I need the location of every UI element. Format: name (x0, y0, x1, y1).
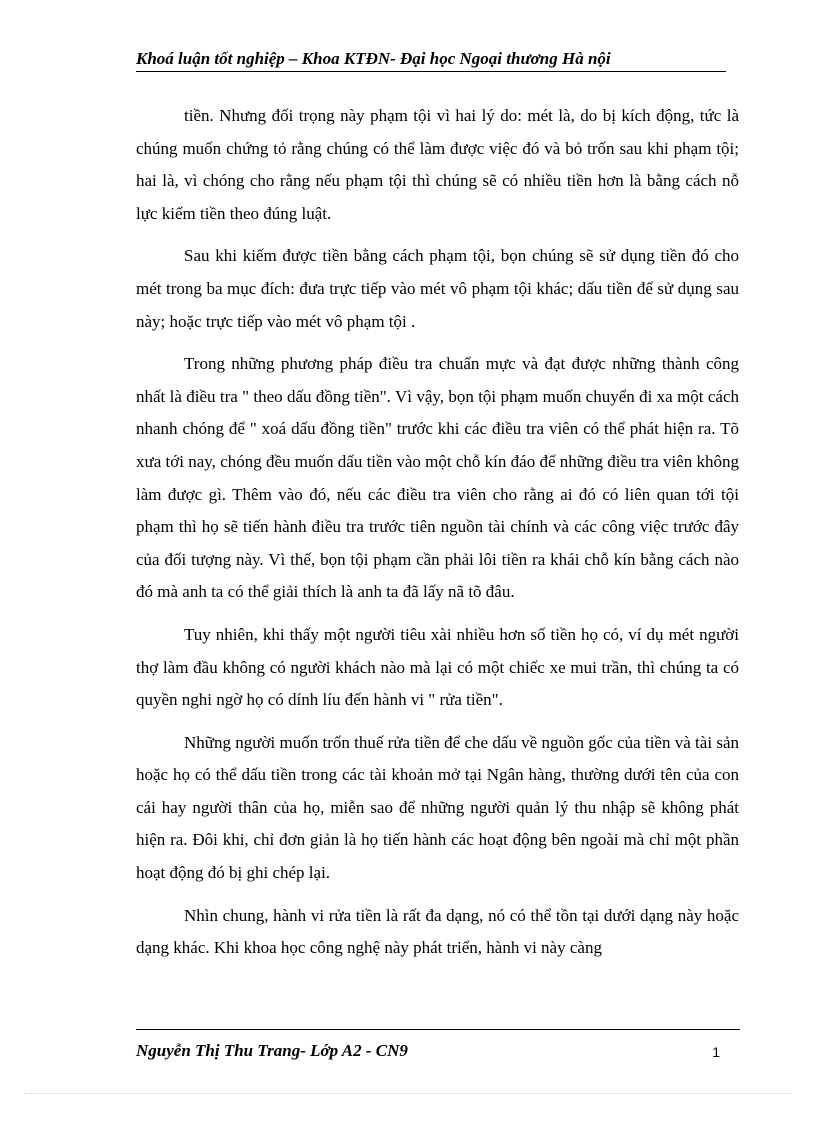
paragraph-5: Những người muốn trốn thuế rửa tiền để che dấu về nguồn gốc của tiền và tài sản hoặc họ có thể dấu tiền trong các tài khoản mở tại Ngân hàng, thường dưới tên của con cái hay người thân của họ, miễn sao để những người quản lý thu nhập sẽ không phát hiện ra. Đôi khi, chỉ đơn giản là họ tiến hành các hoạt động bên ngoài mà chỉ một phần hoạt động đó bị ghi chép lại. (136, 732, 739, 883)
footer-divider (136, 1029, 740, 1030)
header-title: Khoá luận tốt nghiệp – Khoa KTĐN- Đại học Ngoại thương Hà nội (136, 49, 611, 68)
paragraph-1: tiền. Nhưng đối trọng này phạm tội vì hai lý do: mét là, do bị kích động, tức là chúng muốn chứng tỏ rằng chúng có thể làm được việc đó và bỏ trốn sau khi phạm tội; hai là, vì chóng cho rằng nếu phạm tội thì chúng sẽ có nhiều tiền hơn là bằng cách nỗ lực kiếm tiền theo đúng luật. (136, 106, 739, 223)
paragraph-4: Tuy nhiên, khi thấy một người tiêu xài nhiều hơn số tiền họ có, ví dụ mét người thợ làm đầu không có người khách nào mà lại có một chiếc xe mui trần, thì chúng ta có quyền nghi ngờ họ có dính líu đến hành vi " rửa tiền". (136, 624, 739, 710)
footer-author: Nguyễn Thị Thu Trang- Lớp A2 - CN9 (136, 1041, 408, 1060)
page-number: 1 (712, 1044, 720, 1060)
document-body (136, 100, 739, 975)
paragraph-6: Nhìn chung, hành vi rửa tiền là rất đa dạng, nó có thể tồn tại dưới dạng này hoặc dạng khác. Khi khoa học công nghệ này phát triển, hành vi này càng (136, 905, 739, 958)
page-bottom-border (24, 1093, 792, 1094)
page-header (136, 48, 726, 72)
paragraph-2: Sau khi kiếm được tiền bằng cách phạm tội, bọn chúng sẽ sử dụng tiền đó cho mét trong ba mục đích: đưa trực tiếp vào mét vô phạm tội khác; dấu tiền để sử dụng sau này; hoặc trực tiếp vào mét vô phạm tội . (136, 246, 739, 331)
paragraph-3: Trong những phương pháp điều tra chuẩn mực và đạt được những thành công nhất là điều tra " theo dấu đồng tiền". Vì vậy, bọn tội phạm muốn chuyển đi xa một cách nhanh chóng để " xoá dấu đồng tiền" trước khi các điều tra viên có thể phát hiện ra. Tõ xưa tới nay, chóng đều muốn dấu tiền vào một chỗ kín đáo để những điều tra viên không làm được gì. Thêm vào đó, nếu các điều tra viên cho rằng ai đó có liên quan tới tội phạm thì họ sẽ tiến hành điều tra trước tiên nguồn tài chính và các công việc trước đây của đối tượng này. Vì thế, bọn tội phạm cần phải lôi tiền ra khái chỗ kín bằng cách nào đó mà anh ta có thể giải thích là anh ta đã lấy nã tõ đâu. (136, 354, 739, 602)
